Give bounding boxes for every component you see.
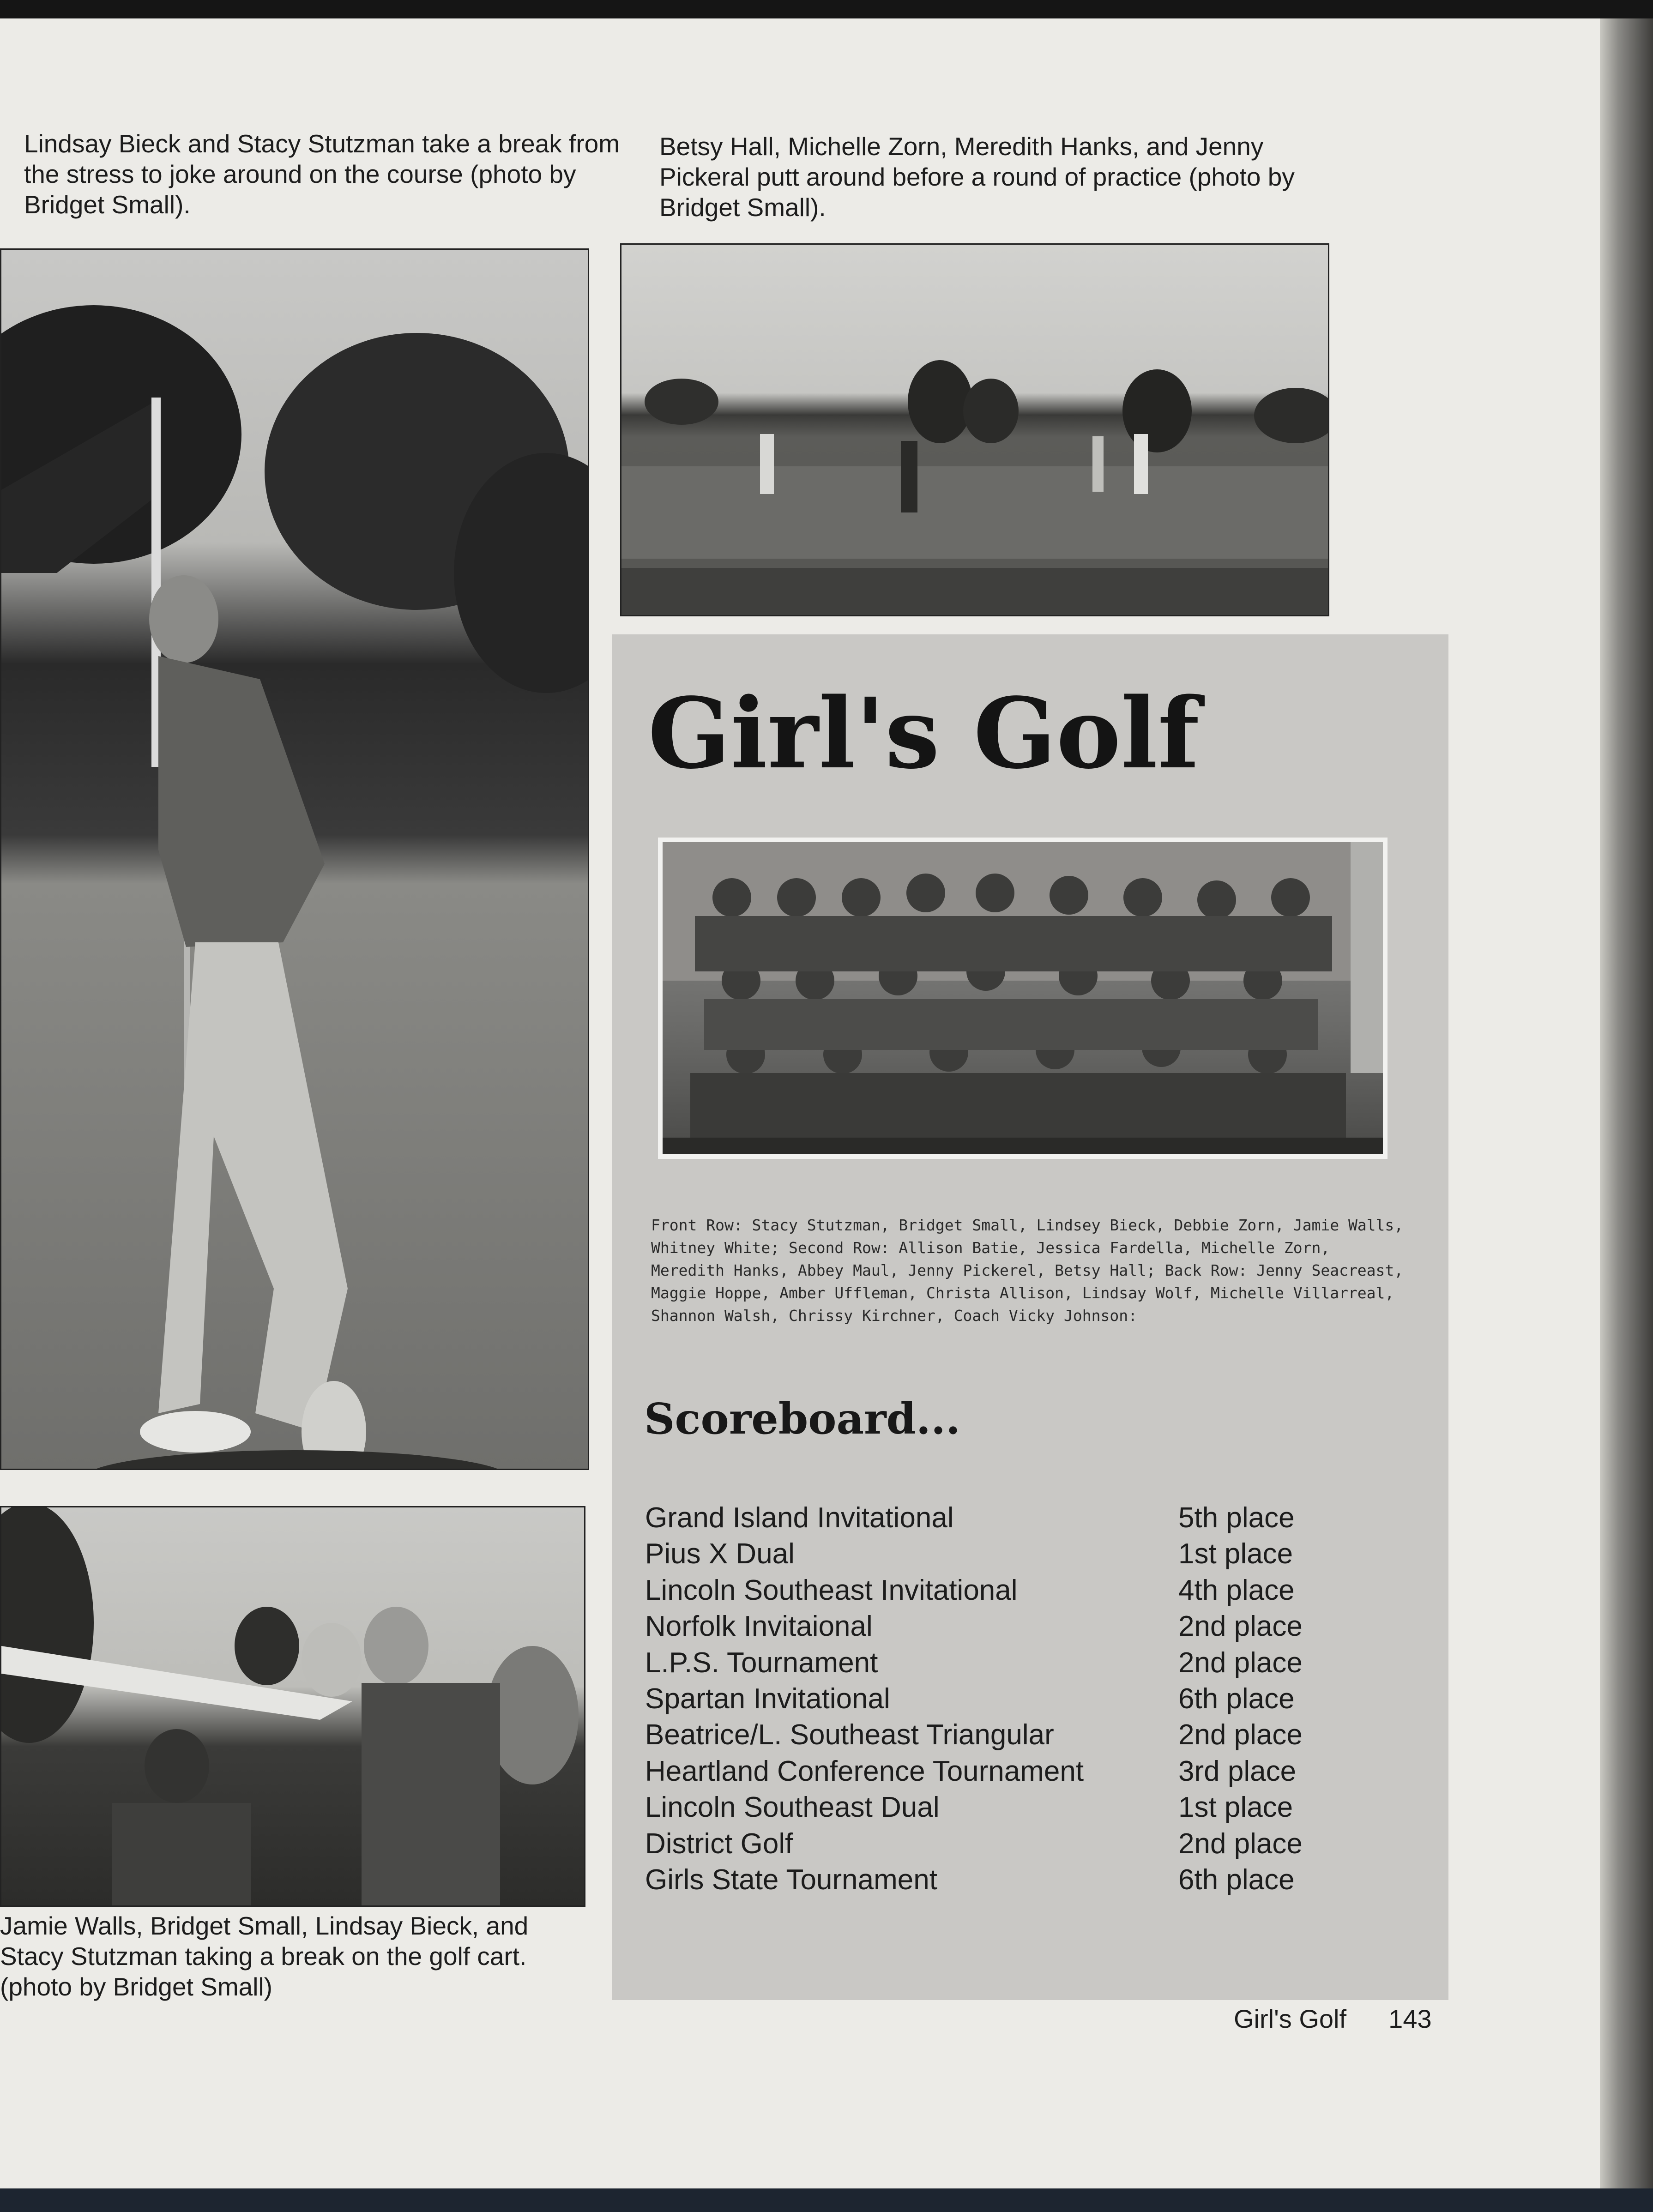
event-place: 2nd place bbox=[1178, 1827, 1303, 1860]
team-roster: Front Row: Stacy Stutzman, Bridget Small, Lindsey Bieck, Debbie Zorn, Jamie Walls, Whitney White; Second Row: Allison Batie, Jessica Fardella, Michelle Zorn, Meredith Hanks, Abbey Maul, Jenny Pickerel, Betsy Hall; Back Row: Jenny Seacreast, Maggie Hoppe, Amber Uffleman, Christa Allison, Lindsay Wolf, Michelle Villarreal, Shannon Walsh, Chrissy Kirchner, Coach Vicky Johnson: bbox=[651, 1216, 1404, 1325]
event-name: Lincoln Southeast Dual bbox=[645, 1791, 940, 1824]
book-spine-edge bbox=[1600, 18, 1653, 2188]
scoreboard-row bbox=[645, 1609, 1384, 1645]
photo-putting-green bbox=[620, 243, 1329, 616]
photo-cart-illustration bbox=[1, 1507, 584, 1905]
event-place: 2nd place bbox=[1178, 1719, 1303, 1751]
scoreboard-row bbox=[645, 1717, 1384, 1753]
scoreboard-row bbox=[645, 1645, 1384, 1681]
event-place: 1st place bbox=[1178, 1538, 1293, 1570]
team-photo bbox=[658, 838, 1388, 1159]
event-name: Spartan Invitational bbox=[645, 1682, 890, 1715]
event-place: 6th place bbox=[1178, 1863, 1295, 1896]
scoreboard-row bbox=[645, 1790, 1384, 1826]
event-name: Norfolk Invitaional bbox=[645, 1610, 873, 1643]
team-photo-illustration bbox=[663, 842, 1383, 1154]
event-name: District Golf bbox=[645, 1827, 793, 1860]
event-place: 4th place bbox=[1178, 1574, 1295, 1606]
photo-golf-cart bbox=[0, 1506, 585, 1907]
caption-putting-green: Betsy Hall, Michelle Zorn, Meredith Hanks, and Jenny Pickeral putt around before a round of practice (photo by Bridget Small). bbox=[659, 132, 1295, 222]
photo-golfer-with-flag bbox=[0, 248, 589, 1470]
event-place: 3rd place bbox=[1178, 1755, 1297, 1787]
caption-golf-cart: Jamie Walls, Bridget Small, Lindsay Bieck, and Stacy Stutzman taking a break on the golf cart. (photo by Bridget Small) bbox=[0, 1911, 529, 2001]
page-number: 143 bbox=[1388, 2004, 1432, 2033]
scoreboard-title: Scoreboard... bbox=[644, 1394, 961, 1444]
scoreboard-row bbox=[645, 1536, 1384, 1572]
scoreboard-row bbox=[645, 1681, 1384, 1717]
scoreboard-row bbox=[645, 1862, 1384, 1898]
event-name: Pius X Dual bbox=[645, 1538, 795, 1570]
event-place: 2nd place bbox=[1178, 1610, 1303, 1643]
top-edge bbox=[0, 0, 1653, 18]
event-place: 5th place bbox=[1178, 1502, 1295, 1534]
event-name: Beatrice/L. Southeast Triangular bbox=[645, 1719, 1054, 1751]
event-name: Grand Island Invitational bbox=[645, 1502, 954, 1534]
photo-green-illustration bbox=[621, 245, 1328, 615]
scoreboard-list bbox=[645, 1500, 1384, 1898]
event-name: Heartland Conference Tournament bbox=[645, 1755, 1084, 1787]
scoreboard-row bbox=[645, 1500, 1384, 1536]
event-name: Lincoln Southeast Invitational bbox=[645, 1574, 1018, 1606]
caption-golfer-flag: Lindsay Bieck and Stacy Stutzman take a break from the stress to joke around on the course (photo by Bridget Small). bbox=[24, 129, 620, 219]
scoreboard-row bbox=[645, 1754, 1384, 1790]
footer-section-name: Girl's Golf bbox=[1234, 2004, 1347, 2033]
scoreboard-row bbox=[645, 1826, 1384, 1862]
page-title: Girl's Golf bbox=[648, 676, 1200, 790]
scoreboard-row bbox=[645, 1573, 1384, 1609]
event-place: 6th place bbox=[1178, 1682, 1295, 1715]
feature-panel bbox=[612, 634, 1448, 2000]
event-place: 1st place bbox=[1178, 1791, 1293, 1824]
photo-golfer-illustration bbox=[1, 250, 588, 1469]
event-name: L.P.S. Tournament bbox=[645, 1646, 878, 1679]
bottom-edge bbox=[0, 2188, 1653, 2212]
event-name: Girls State Tournament bbox=[645, 1863, 937, 1896]
event-place: 2nd place bbox=[1178, 1646, 1303, 1679]
page-footer bbox=[1234, 2004, 1432, 2034]
